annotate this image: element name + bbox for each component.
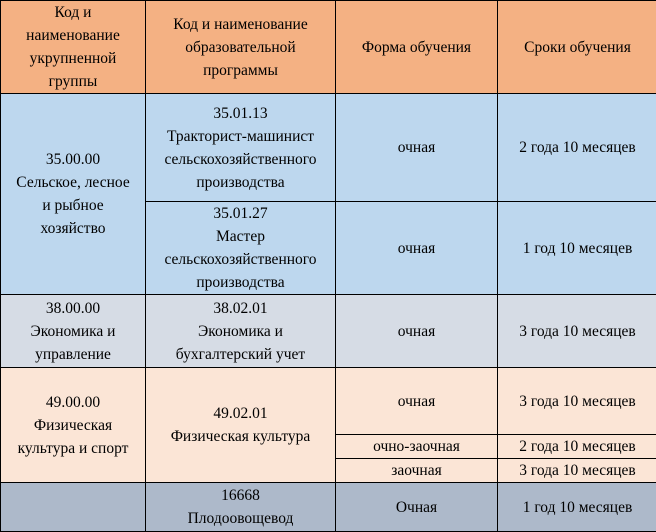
header-form-label: Форма обучения [361,38,472,56]
program-name-line: сельскохозяйственного [164,251,317,268]
table-row [1,483,656,532]
header-row [1,1,656,94]
group-name-line: Экономика и [30,322,116,340]
program-name-line: Мастер [216,228,265,245]
program-code: 16668 [221,487,260,504]
group-name-line: хозяйство [40,220,106,237]
group-name-line: Физическая [33,416,113,434]
program-name-line: производства [196,173,285,191]
group-name-line: культура и спорт [17,439,129,457]
header-group-line-2: наименование [26,27,120,44]
header-group-line-4: группы [48,73,98,90]
program-cell-16668 [146,483,336,532]
duration-cell: 3 года 10 месяцев [498,459,656,483]
duration-cell: 2 года 10 месяцев [498,94,656,202]
duration-cell: 3 года 10 месяцев [498,368,656,435]
group-name-line: Сельское, лесное [16,174,130,191]
header-duration-label: Сроки обучения [524,38,631,56]
form-cell: очно-заочная [336,435,498,459]
program-code: 49.02.01 [213,405,268,422]
duration-cell: 3 года 10 месяцев [498,295,656,368]
header-group-cell [1,1,146,94]
program-name-line: Экономика и [198,322,283,340]
header-group-line-1: Код и [54,4,92,21]
group-name-line: управление [35,345,111,363]
program-code: 35.01.13 [213,104,268,122]
program-code: 35.01.27 [213,205,268,222]
group-cell-empty [1,483,146,532]
program-name-line: бухгалтерский учет [175,345,306,363]
program-name-line: Тракторист-машинист [166,127,315,145]
table-row [1,368,656,435]
header-duration-cell [498,1,656,94]
duration-cell: 1 год 10 месяцев [498,202,656,295]
form-cell: Очная [336,483,498,532]
form-cell: очная [336,94,498,202]
form-cell: очная [336,295,498,368]
group-cell-38 [1,295,146,368]
program-cell-35-01-27 [146,202,336,295]
program-cell-38-02-01 [146,295,336,368]
header-group-line-3: укрупненной [29,50,117,67]
group-cell-49 [1,368,146,483]
duration-cell: 2 года 10 месяцев [498,435,656,459]
group-code: 38.00.00 [45,299,101,317]
group-name-line: и рыбное [42,197,104,214]
program-name-line: сельскохозяйственного [164,150,317,168]
table-row [1,295,656,368]
table-row [1,94,656,202]
header-form-cell [336,1,498,94]
header-program-line-1: Код и наименование [173,15,308,33]
header-program-line-3: программы [203,61,278,79]
form-cell: очная [336,368,498,435]
form-cell: очная [336,202,498,295]
group-cell-35 [1,94,146,295]
group-code: 49.00.00 [45,393,101,411]
program-code: 38.02.01 [213,299,268,317]
header-program-line-2: образовательной [185,38,296,56]
duration-cell: 1 год 10 месяцев [498,483,656,532]
form-cell: заочная [336,459,498,483]
group-code: 35.00.00 [45,151,101,168]
program-name-line: производства [196,274,285,291]
header-program-cell [146,1,336,94]
program-name-line: Плодоовощевод [187,510,294,527]
program-name-line: Физическая культура [170,428,311,445]
program-cell-35-01-13 [146,94,336,202]
program-cell-49-02-01 [146,368,336,483]
